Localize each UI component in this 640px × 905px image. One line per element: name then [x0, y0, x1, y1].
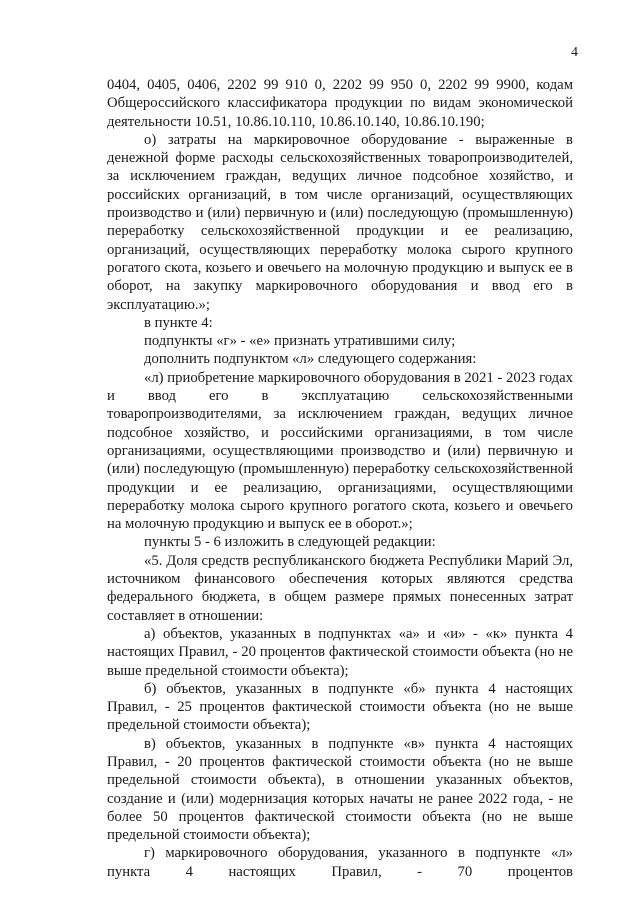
- paragraph-point-5: «5. Доля средств республиканского бюджета Республики Марий Эл, источником финансового обеспечения которых являются средства федерального бюджета, в общем размере прямых понесенных затрат составляет в отношении:: [107, 552, 573, 624]
- paragraph-add-subpoint-l: дополнить подпунктом «л» следующего содержания:: [144, 351, 477, 368]
- paragraph-item-b: б) объектов, указанных в подпункте «б» пункта 4 настоящих Правил, - 25 процентов фактической стоимости объекта (но не выше предельной стоимости объекта);: [107, 680, 573, 734]
- paragraph-item-g: г) маркировочного оборудования, указанного в подпункте «л» пункта 4 настоящих Правил, - 70 процентов: [107, 845, 573, 880]
- paragraph-subpoints-invalid: подпункты «г» - «е» признать утратившими силу;: [144, 333, 456, 350]
- paragraph-item-v: в) объектов, указанных в подпункте «в» пункта 4 настоящих Правил, - 20 процентов фактической стоимости объекта (но не выше предельной стоимости объекта), в отношении указанных объектов, создание и (или) модернизация которых начаты не ранее 2022 года, - не более 50 процентов фактической стоимости объекта (но не выше предельной стоимости объекта);: [107, 735, 573, 844]
- paragraph-item-l: «л) приобретение маркировочного оборудования в 2021 - 2023 годах и ввод его в эксплуатацию сельскохозяйственными товаропроизводителями, за исключением граждан, ведущих личное подсобное хозяйство, и российскими организациями, в том числе организациями, осуществляющими производство и (или) первичную и (или) последующую (промышленную) переработку сельскохозяйственной продукции и ее реализацию, организациями, осуществляющими переработку молока сырого крупного рогатого скота, козьего и овечьего на молочную продукцию и выпуск ее в оборот.»;: [107, 369, 573, 533]
- paragraph-in-point-4: в пункте 4:: [144, 314, 213, 331]
- paragraph-item-o: о) затраты на маркировочное оборудование - выраженные в денежной форме расходы сельскохозяйственных товаропроизводителей, за исключением граждан, ведущих личное подсобное хозяйство, и российских организаций, в том числе организаций, осуществляющих производство и (или) первичную и (или) последующую (промышленную) переработку сельскохозяйственной продукции и ее реализацию, организаций, осуществляющих переработку молока сырого крупного рогатого скота, козьего и овечьего на молочную продукцию и выпуск ее в оборот, на закупку маркировочного оборудования и ввод его в эксплуатацию.»;: [107, 131, 573, 313]
- page-number: 4: [571, 45, 578, 60]
- paragraph-codes-continuation: 0404, 0405, 0406, 2202 99 910 0, 2202 99 950 0, 2202 99 9900, кодам Общероссийского классификатора продукции по видам экономической деятельности 10.51, 10.86.10.110, 10.86.10.140, 10.86.10.190;: [107, 77, 573, 130]
- document-body: [107, 76, 573, 881]
- paragraph-points-5-6: пункты 5 - 6 изложить в следующей редакции:: [144, 534, 436, 551]
- paragraph-item-a: а) объектов, указанных в подпунктах «а» и «и» - «к» пункта 4 настоящих Правил, - 20 процентов фактической стоимости объекта (но не выше предельной стоимости объекта);: [107, 625, 573, 679]
